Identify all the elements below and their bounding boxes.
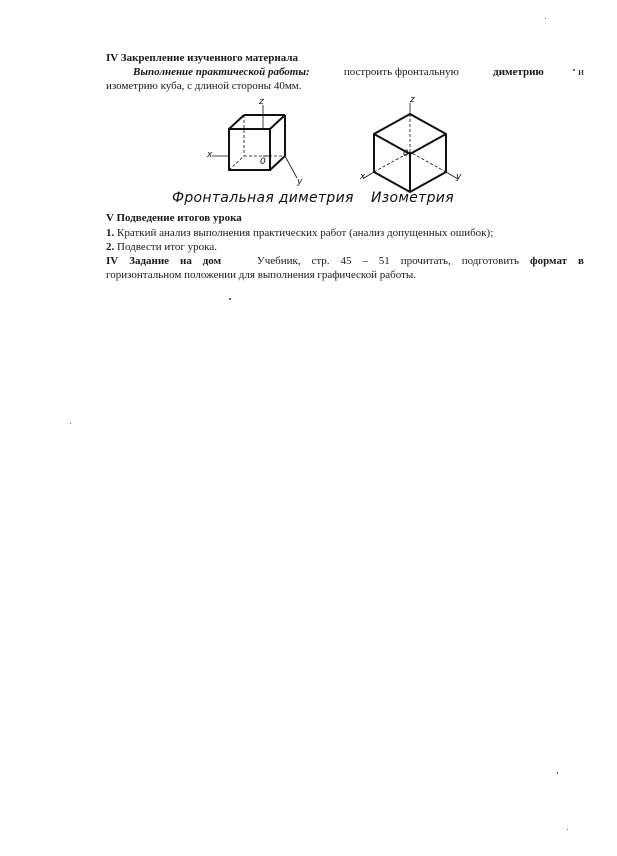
homework-line-1 (106, 255, 584, 268)
task-line-1 (133, 66, 584, 79)
right-axis-x-label: x (360, 172, 366, 182)
homework-text-w4: – (362, 255, 368, 267)
homework-heading-w3: на (179, 255, 192, 267)
frontal-dimetric-caption: Фронтальная диметрия (172, 190, 354, 206)
isometric-cube-figure (360, 100, 470, 195)
left-axis-x-label: x (207, 150, 213, 160)
left-origin-label: 0 (260, 157, 266, 167)
right-origin-label: 0 (403, 149, 409, 159)
section-5-heading: V Подведение итогов урока (106, 212, 242, 224)
homework-text-w6: прочитать, (400, 255, 451, 267)
task-text-1: построить фронтальную (343, 66, 459, 78)
homework-line-2: горизонтальном положении для выполнения графической работы. (106, 269, 417, 281)
homework-text-w9: в (577, 255, 584, 267)
scan-speck (229, 298, 231, 300)
left-axis-z-label: z (259, 97, 264, 107)
section-4-heading: IV Закрепление изученного материала (106, 52, 299, 64)
task-text-1c: и (578, 66, 584, 78)
item-2-text: Подвести итог урока. (117, 241, 217, 253)
scan-speck (545, 18, 546, 19)
section-5-item-2 (106, 241, 217, 254)
scan-speck (557, 772, 558, 774)
homework-text-w5: 51 (378, 255, 390, 267)
scan-speck (567, 829, 568, 830)
homework-text-w8: формат (529, 255, 568, 267)
right-axis-z-label: z (410, 95, 415, 105)
homework-heading-w2: Задание (129, 255, 170, 267)
homework-text-w2: стр. (311, 255, 330, 267)
scan-speck (573, 69, 575, 71)
homework-heading-w4: дом (202, 255, 222, 267)
scan-speck (70, 423, 71, 424)
homework-text-w3: 45 (340, 255, 352, 267)
isometric-caption: Изометрия (371, 190, 454, 206)
left-axis-y-label: y (297, 177, 303, 187)
task-label: Выполнение практической работы: (133, 66, 310, 78)
homework-text-w1: Учебник, (256, 255, 301, 267)
homework-text-w7: подготовить (461, 255, 520, 267)
item-1-number: 1. (106, 227, 115, 239)
task-text-1b: диметрию (493, 66, 544, 78)
homework-heading-w1: IV (106, 255, 119, 267)
section-5-item-1 (106, 227, 493, 240)
task-line-2: изометрию куба, с длиной стороны 40мм. (106, 80, 302, 92)
item-1-text: Краткий анализ выполнения практических работ (анализ допущенных ошибок); (117, 227, 494, 239)
item-2-number: 2. (106, 241, 115, 253)
right-axis-y-label: y (456, 172, 462, 182)
